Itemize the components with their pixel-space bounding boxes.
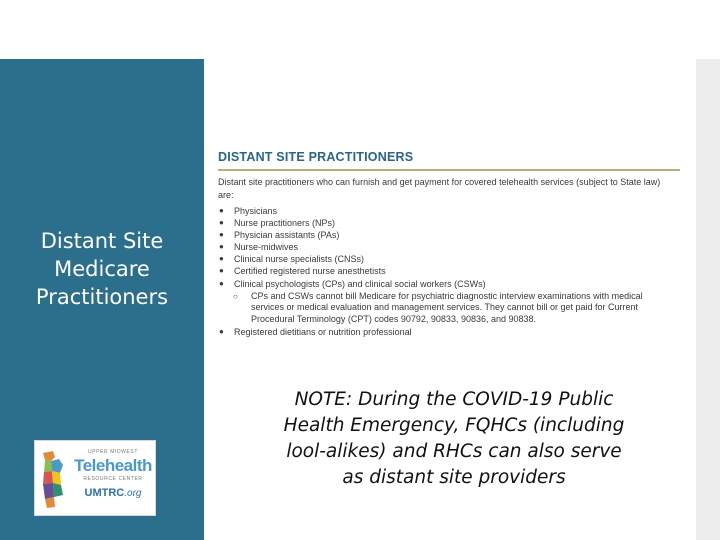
logo-url-main: UMTRC [84, 487, 125, 499]
bullet-icon: ● [219, 327, 224, 337]
sub-list-item [214, 291, 669, 326]
covid-note: NOTE: During the COVID-19 Public Health Emergency, FQHCs (including lool-alikes) and RHCs can also serve as distant site providers [283, 389, 625, 488]
list-item-text: Nurse-midwives [234, 242, 299, 253]
list-item [214, 229, 680, 241]
bullet-icon: ● [219, 230, 224, 240]
bullet-icon: ● [219, 242, 224, 252]
list-item-text: Certified registered nurse anesthetists [234, 266, 386, 277]
right-edge-strip [696, 59, 720, 540]
bullet-icon: ● [219, 278, 224, 288]
sub-list-item-text: CPs and CSWs cannot bill Medicare for psychiatric diagnostic interview examinations with medical services or medical evaluation and management services. They cannot bill or get paid for Current Procedural Terminology (CPT) codes 90792, 90833, 90836, and 90838. [251, 290, 643, 324]
list-item-text: Nurse practitioners (NPs) [234, 218, 336, 229]
list-item-text: Physicians [234, 206, 278, 216]
logo-text [72, 449, 154, 499]
list-item [214, 205, 680, 217]
umtrc-logo [34, 440, 156, 516]
document-heading: DISTANT SITE PRACTITIONERS [218, 150, 414, 164]
list-item [214, 278, 680, 290]
slide-title: Distant Site Medicare Practitioners [35, 229, 169, 309]
list-item [214, 217, 680, 229]
hollow-bullet-icon: ○ [233, 291, 238, 301]
list-item [214, 241, 680, 253]
list-item-text: Physician assistants (PAs) [234, 230, 340, 241]
heading-divider [218, 169, 680, 171]
logo-top-text: UPPER MIDWEST [87, 449, 139, 455]
list-item-text: Registered dietitians or nutrition professional [234, 327, 412, 338]
list-item-text: Clinical psychologists (CPs) and clinical social workers (CSWs) [234, 278, 486, 289]
list-item-text: Clinical nurse specialists (CNSs) [234, 254, 365, 265]
bullet-icon: ● [219, 266, 224, 276]
list-item [214, 265, 680, 277]
logo-main-text: Telehealth [74, 456, 152, 475]
logo-sub-text: RESOURCE CENTER [83, 476, 143, 482]
bullet-icon: ● [219, 206, 224, 215]
logo-url-suffix: .org [124, 488, 142, 499]
bullet-icon: ● [219, 254, 224, 264]
document-excerpt [214, 150, 680, 338]
practitioner-list [214, 205, 680, 338]
logo-url [72, 487, 154, 499]
list-item [214, 326, 680, 338]
midwest-map-icon [39, 447, 71, 511]
document-intro: Distant site practitioners who can furnish and get payment for covered telehealth services (subject to State law) are: [218, 177, 661, 200]
list-item [214, 253, 680, 265]
bullet-icon: ● [219, 218, 224, 228]
